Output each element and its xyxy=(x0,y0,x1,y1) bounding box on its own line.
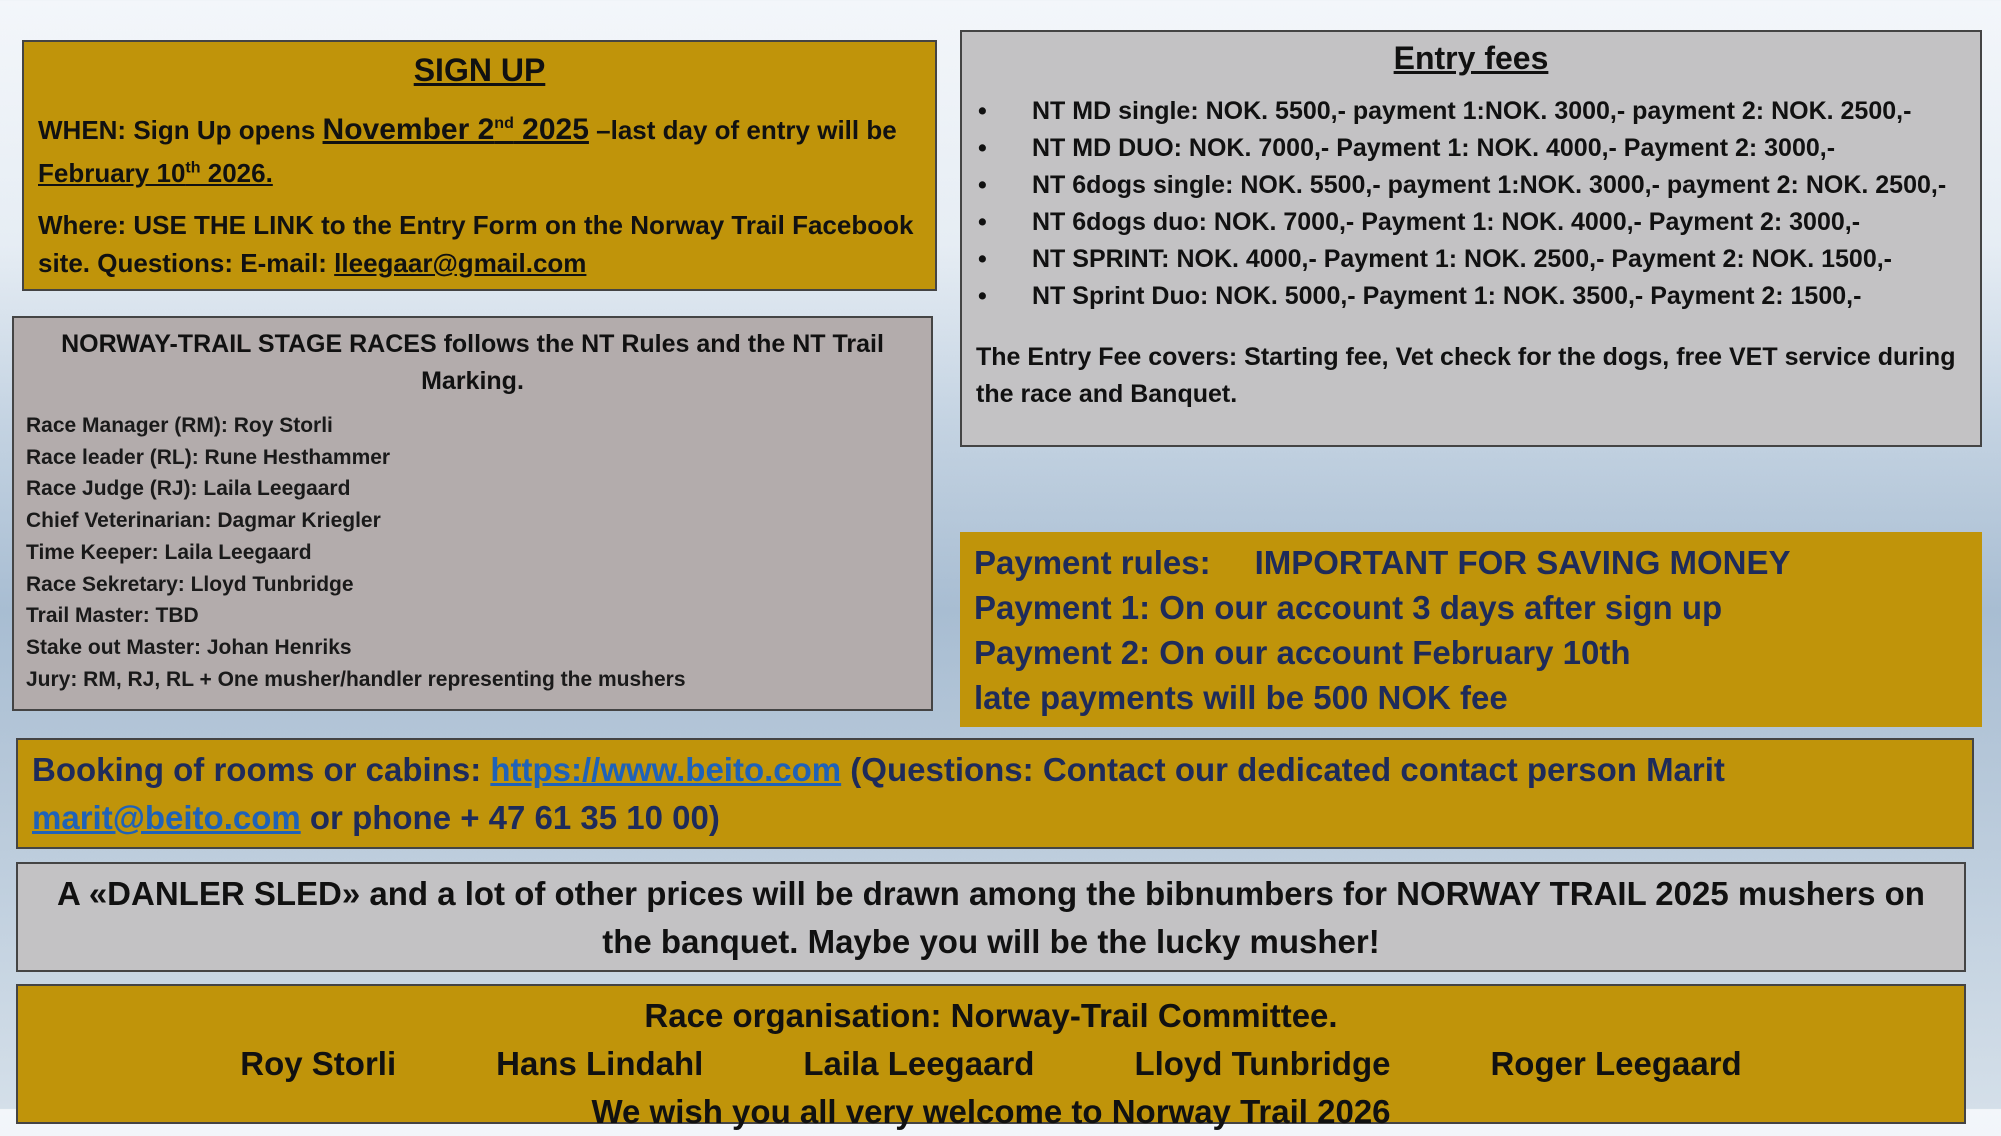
official-item: Stake out Master: Johan Henriks xyxy=(26,635,352,659)
official-item: Race Manager (RM): Roy Storli xyxy=(26,414,333,437)
bullet-icon: • xyxy=(978,97,987,125)
fee-text: NT 6dogs single: NOK. 5500,- payment 1:NOK. 3000,- payment 2: NOK. 2500,- xyxy=(1032,171,1947,199)
fee-text: NT MD DUO: NOK. 7000,- Payment 1: NOK. 4000,- Payment 2: 3000,- xyxy=(1032,134,1836,162)
booking-suffix: or phone + 47 61 35 10 00) xyxy=(300,799,720,836)
booking-prefix: Booking of rooms or cabins: xyxy=(32,751,491,788)
bullet-icon: • xyxy=(978,208,987,236)
committee-member: Roy Storli xyxy=(240,1045,397,1082)
booking-panel xyxy=(16,738,1974,849)
signup-title: SIGN UP xyxy=(413,52,546,88)
fee-text: NT Sprint Duo: NOK. 5000,- Payment 1: NOK. 3500,- Payment 2: 1500,- xyxy=(1032,282,1862,310)
fee-item xyxy=(976,130,1966,167)
booking-middle: (Questions: Contact our dedicated contact person Marit xyxy=(841,751,1725,788)
open-month: November 2 xyxy=(322,113,495,146)
fee-text: NT SPRINT: NOK. 4000,- Payment 1: NOK. 2500,- Payment 2: NOK. 1500,- xyxy=(1032,245,1892,273)
official-item: Race Judge (RJ): Laila Leegaard xyxy=(26,477,351,501)
fee-item xyxy=(976,241,1966,278)
open-year: 2025 xyxy=(513,113,589,146)
last-sup: th xyxy=(185,159,201,176)
entry-fees-title: Entry fees xyxy=(1393,40,1549,76)
official-item: Chief Veterinarian: Dagmar Kriegler xyxy=(26,509,381,533)
rules-heading: NORWAY-TRAIL STAGE RACES follows the NT Rules and the NT Trail Marking. xyxy=(61,330,884,395)
committee-names xyxy=(32,1040,1950,1088)
payment-rules-heading xyxy=(974,540,1968,585)
committee-member: Laila Leegaard xyxy=(803,1045,1035,1082)
fee-item xyxy=(976,204,1966,241)
last-year: 2026. xyxy=(200,157,273,188)
fee-item xyxy=(976,278,1966,315)
entry-fees-panel xyxy=(960,30,1982,447)
danler-sled-panel xyxy=(16,862,1966,972)
payment-line-1: Payment 1: On our account 3 days after sign up xyxy=(974,589,1723,626)
fee-covers-text: The Entry Fee covers: Starting fee, Vet check for the dogs, free VET service during the race and Banquet. xyxy=(976,343,1956,408)
official-item: Race leader (RL): Rune Hesthammer xyxy=(26,445,391,469)
beito-url-link[interactable]: https://www.beito.com xyxy=(490,751,842,788)
official-item: Jury: RM, RJ, RL + One musher/handler representing the mushers xyxy=(26,667,686,691)
signup-email-link[interactable]: lleegaar@gmail.com xyxy=(334,247,587,278)
welcome-text: We wish you all very welcome to Norway Trail 2026 xyxy=(591,1093,1391,1130)
marit-email-link[interactable]: marit@beito.com xyxy=(32,799,301,836)
fee-item xyxy=(976,167,1966,204)
when-suffix: –last day of entry will be xyxy=(588,115,897,145)
signup-panel xyxy=(22,40,937,291)
bullet-icon: • xyxy=(978,134,987,162)
last-month: February 10 xyxy=(38,157,186,188)
fee-item xyxy=(976,93,1966,130)
payment-line-3: late payments will be 500 NOK fee xyxy=(974,679,1508,716)
committee-member: Hans Lindahl xyxy=(496,1045,704,1082)
open-sup: nd xyxy=(494,115,514,132)
booking-text xyxy=(32,746,1958,842)
bullet-icon: • xyxy=(978,245,987,273)
fee-text: NT 6dogs duo: NOK. 7000,- Payment 1: NOK. 4000,- Payment 2: 3000,- xyxy=(1032,208,1861,236)
bullet-icon: • xyxy=(978,171,987,199)
official-item: Race Sekretary: Lloyd Tunbridge xyxy=(26,572,354,596)
payment-line-2: Payment 2: On our account February 10th xyxy=(974,634,1631,671)
bullet-icon: • xyxy=(978,282,987,310)
open-date xyxy=(323,113,589,146)
when-prefix: WHEN: Sign Up opens xyxy=(38,115,323,145)
organisation-title: Race organisation: Norway-Trail Committee. xyxy=(644,997,1338,1034)
signup-where xyxy=(38,206,921,282)
officials-list xyxy=(26,410,919,695)
danler-text: A «DANLER SLED» and a lot of other prices will be drawn among the bibnumbers for NORWAY TRAIL 2025 mushers on the banquet. Maybe you will be the lucky musher! xyxy=(57,875,1925,960)
fee-text: NT MD single: NOK. 5500,- payment 1:NOK. 3000,- payment 2: NOK. 2500,- xyxy=(1032,97,1912,125)
committee-member: Lloyd Tunbridge xyxy=(1134,1045,1391,1082)
last-date xyxy=(38,158,273,188)
organisation-panel xyxy=(16,984,1966,1130)
payment-rules-panel xyxy=(960,532,1982,727)
payment-label: Payment rules: xyxy=(974,544,1211,581)
where-text: Where: USE THE LINK to the Entry Form on the Norway Trail Facebook site. Questions: E-mail: xyxy=(38,209,914,278)
committee-member: Roger Leegaard xyxy=(1490,1045,1742,1082)
fees-list xyxy=(976,93,1966,315)
official-item: Trail Master: TBD xyxy=(26,604,199,628)
official-item: Time Keeper: Laila Leegaard xyxy=(26,540,312,564)
signup-when xyxy=(38,105,921,192)
payment-important: IMPORTANT FOR SAVING MONEY xyxy=(1254,544,1791,581)
rules-panel xyxy=(12,316,933,711)
